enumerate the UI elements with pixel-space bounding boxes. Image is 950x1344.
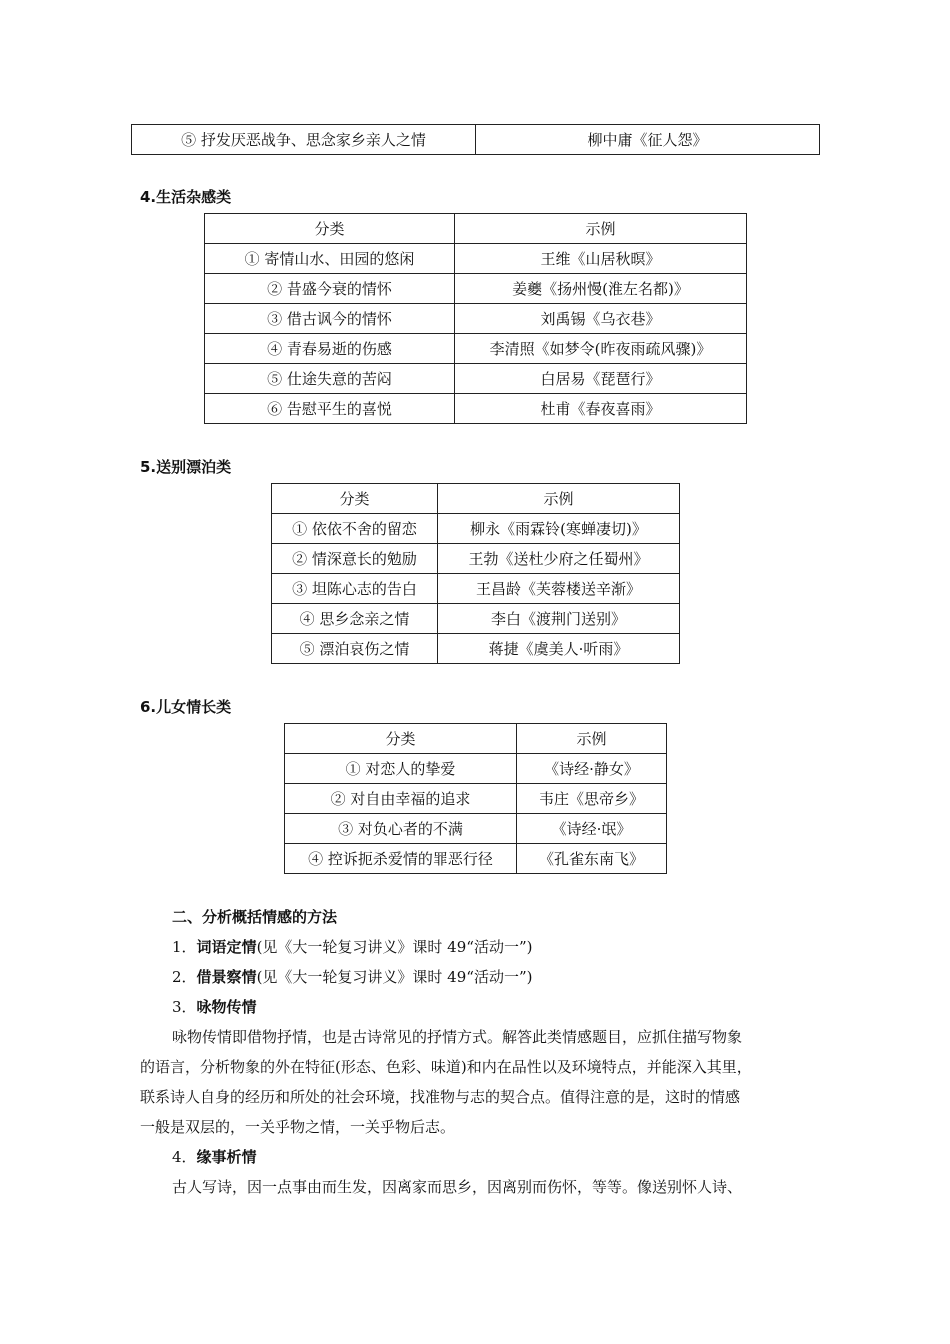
section-title: 5.送别漂泊类: [140, 458, 232, 476]
table-header-row: [285, 724, 667, 754]
table-cell-category: ④ 青春易逝的伤感: [205, 334, 455, 364]
table-cell-example: 李清照《如梦令(昨夜雨疏风骤)》: [455, 334, 747, 364]
table-cell-category: ③ 借古讽今的情怀: [205, 304, 455, 334]
section-title: 4.生活杂感类: [140, 188, 232, 206]
table-cell-category: ⑤ 抒发厌恶战争、思念家乡亲人之情: [132, 125, 476, 155]
table-row: [205, 274, 747, 304]
paragraph-line: 古人写诗，因一点事由而生发，因离家而思乡，因离别而伤怀，等等。像送别怀人诗、: [172, 1178, 743, 1196]
table-cell-example: 李白《渡荆门送别》: [438, 604, 680, 634]
table-row: [285, 844, 667, 874]
table-cell-category: ⑤ 漂泊哀伤之情: [272, 634, 438, 664]
method-item-1: [172, 936, 820, 957]
table-row: [285, 754, 667, 784]
table-cell-category: ② 对自由幸福的追求: [285, 784, 517, 814]
item-number: 3．: [172, 998, 197, 1016]
table-cell-example: 《孔雀东南飞》: [517, 844, 667, 874]
table-section5: [271, 483, 680, 664]
table-cell-example: 王维《山居秋暝》: [455, 244, 747, 274]
table-row: [272, 514, 680, 544]
header-example: 示例: [455, 214, 747, 244]
table-cell-category: ⑤ 仕途失意的苦闷: [205, 364, 455, 394]
item-keyword: 借景察情: [196, 968, 257, 986]
table-row: [272, 604, 680, 634]
table-row: [205, 334, 747, 364]
table-cell-example: 姜夔《扬州慢(淮左名都)》: [455, 274, 747, 304]
header-category: 分类: [205, 214, 455, 244]
method-item-3: [172, 996, 820, 1017]
method-item-2: [172, 966, 820, 987]
item-text: (见《大一轮复习讲义》课时 49“活动一”): [256, 968, 533, 986]
table-row: [205, 244, 747, 274]
table-continuation: [131, 124, 820, 155]
header-category: 分类: [272, 484, 438, 514]
table-header-row: [272, 484, 680, 514]
table-section6: [284, 723, 667, 874]
table-cell-example: 王昌龄《芙蓉楼送辛渐》: [438, 574, 680, 604]
item-number: 2．: [172, 968, 197, 986]
item-number: 4．: [172, 1148, 197, 1166]
table-row: [205, 364, 747, 394]
table-row: [205, 394, 747, 424]
table-cell-example: 柳永《雨霖铃(寒蝉凄切)》: [438, 514, 680, 544]
paragraph-line: 的语言，分析物象的外在特征(形态、色彩、味道)和内在品性以及环境特点，并能深入其里，: [140, 1058, 752, 1076]
table-cell-category: ⑥ 告慰平生的喜悦: [205, 394, 455, 424]
table-cell-category: ④ 思乡念亲之情: [272, 604, 438, 634]
table-cell-example: 柳中庸《征人怨》: [476, 125, 820, 155]
table-cell-category: ③ 坦陈心志的告白: [272, 574, 438, 604]
table-row: [285, 814, 667, 844]
table-cell-example: 蒋捷《虞美人·听雨》: [438, 634, 680, 664]
header-category: 分类: [285, 724, 517, 754]
table-cell-example: 王勃《送杜少府之任蜀州》: [438, 544, 680, 574]
header-example: 示例: [517, 724, 667, 754]
table-header-row: [205, 214, 747, 244]
table-row: [272, 634, 680, 664]
item-keyword: 缘事析情: [196, 1148, 257, 1166]
table-cell-example: 刘禹锡《乌衣巷》: [455, 304, 747, 334]
table-cell-example: 杜甫《春夜喜雨》: [455, 394, 747, 424]
table-section4: [204, 213, 747, 424]
table-cell-category: ① 依依不舍的留恋: [272, 514, 438, 544]
table-cell-category: ③ 对负心者的不满: [285, 814, 517, 844]
item-keyword: 咏物传情: [196, 998, 257, 1016]
table-row: [285, 784, 667, 814]
paragraph-line: 咏物传情即借物抒情，也是古诗常见的抒情方式。解答此类情感题目，应抓住描写物象: [172, 1028, 743, 1046]
table-cell-example: 《诗经·静女》: [517, 754, 667, 784]
table-cell-category: ④ 控诉扼杀爱情的罪恶行径: [285, 844, 517, 874]
table-cell-category: ② 昔盛今衰的情怀: [205, 274, 455, 304]
item-number: 1．: [172, 938, 197, 956]
table-cell-category: ① 寄情山水、田园的悠闲: [205, 244, 455, 274]
table-row: [272, 574, 680, 604]
table-row: [132, 125, 820, 155]
methods-title: 二、分析概括情感的方法: [172, 908, 338, 926]
table-cell-category: ② 情深意长的勉励: [272, 544, 438, 574]
paragraph-line: 联系诗人自身的经历和所处的社会环境，找准物与志的契合点。值得注意的是，这时的情感: [140, 1088, 741, 1106]
method-item-4: [172, 1146, 820, 1167]
table-row: [205, 304, 747, 334]
table-row: [272, 544, 680, 574]
table-cell-example: 《诗经·氓》: [517, 814, 667, 844]
table-cell-example: 白居易《琵琶行》: [455, 364, 747, 394]
table-cell-example: 韦庄《思帝乡》: [517, 784, 667, 814]
item-text: (见《大一轮复习讲义》课时 49“活动一”): [256, 938, 533, 956]
section-title: 6.儿女情长类: [140, 698, 232, 716]
item-keyword: 词语定情: [196, 938, 257, 956]
header-example: 示例: [438, 484, 680, 514]
table-cell-category: ① 对恋人的挚爱: [285, 754, 517, 784]
paragraph-line: 一般是双层的，一关乎物之情，一关乎物后志。: [140, 1118, 456, 1136]
